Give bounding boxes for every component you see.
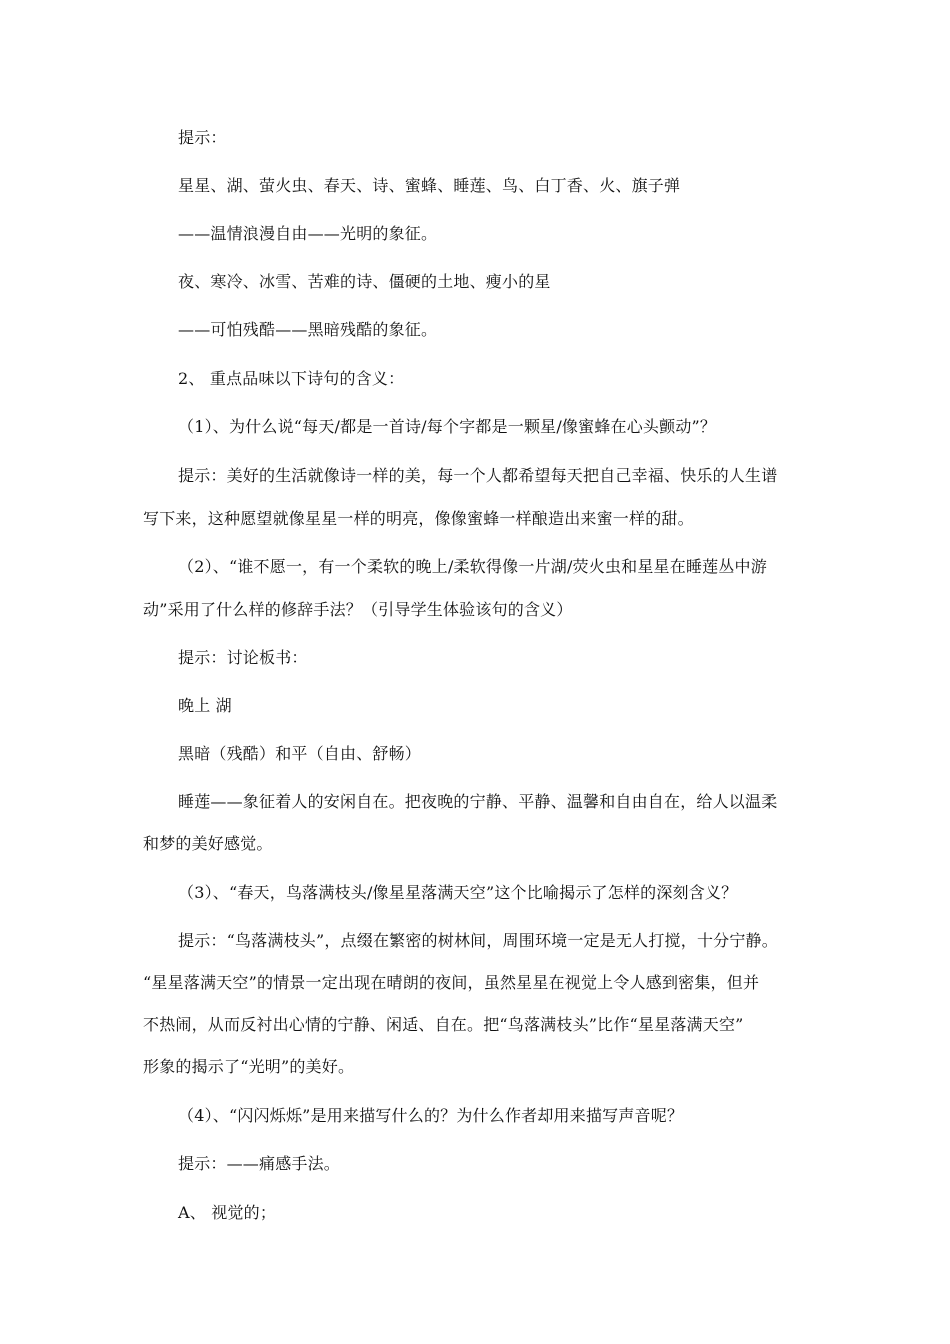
answer-1-line-1: 提示：美好的生活就像诗一样的美，每一个人都希望每天把自己幸福、快乐的人生谱 (178, 466, 778, 485)
answer-1-line-2: 写下来，这种愿望就像星星一样的明亮，像像蜜蜂一样酿造出来蜜一样的甜。 (143, 509, 694, 528)
hint-label: 提示： (178, 128, 227, 147)
answer-3-line-3: 不热闹，从而反衬出心情的宁静、闲适、自在。把“鸟落满枝头”比作“星星落满天空” (143, 1015, 744, 1034)
answer-3-line-2: “星星落满天空”的情景一定出现在晴朗的夜间，虽然星星在视觉上令人感到密集，但并 (143, 973, 760, 992)
question-1: （1）、为什么说“每天/都是一首诗/每个字都是一颗星/像蜜蜂在心头颤动”？ (178, 417, 717, 436)
question-4: （4）、“闪闪烁烁”是用来描写什么的？为什么作者却用来描写声音呢？ (178, 1106, 684, 1125)
water-lily-line-2: 和梦的美好感觉。 (143, 834, 273, 853)
question-2-line-2: 动”采用了什么样的修辞手法？（引导学生体验该句的含义） (143, 600, 573, 619)
question-3: （3）、“春天，鸟落满枝头/像星星落满天空”这个比喻揭示了怎样的深刻含义？ (178, 883, 738, 902)
section-heading: 2、 重点品味以下诗句的含义： (178, 369, 405, 388)
bright-imagery-list: 星星、湖、萤火虫、春天、诗、蜜蜂、睡莲、鸟、白丁香、火、旗子弹 (178, 176, 681, 195)
answer-2-hint: 提示：讨论板书： (178, 648, 308, 667)
board-line-1: 晚上 湖 (178, 696, 232, 715)
dark-imagery-list: 夜、寒冷、冰雪、苦难的诗、僵硬的土地、瘦小的星 (178, 272, 551, 291)
board-line-2: 黑暗（残酷）和平（自由、舒畅） (178, 744, 422, 763)
answer-3-line-4: 形象的揭示了“光明”的美好。 (143, 1057, 355, 1076)
dark-symbol-line: ——可怕残酷——黑暗残酷的象征。 (178, 320, 438, 339)
answer-4-hint: 提示：——痛感手法。 (178, 1154, 341, 1173)
answer-4-item-a: A、 视觉的； (178, 1203, 277, 1222)
bright-symbol-line: ——温情浪漫自由——光明的象征。 (178, 224, 438, 243)
answer-3-line-1: 提示：“鸟落满枝头”，点缀在繁密的树林间，周围环境一定是无人打搅，十分宁静。 (178, 931, 778, 950)
question-2-line-1: （2）、“谁不愿一，有一个柔软的晚上/柔软得像一片湖/荧火虫和星星在睡莲丛中游 (178, 557, 767, 576)
water-lily-line-1: 睡莲——象征着人的安闲自在。把夜晚的宁静、平静、温馨和自由自在，给人以温柔 (178, 792, 778, 811)
